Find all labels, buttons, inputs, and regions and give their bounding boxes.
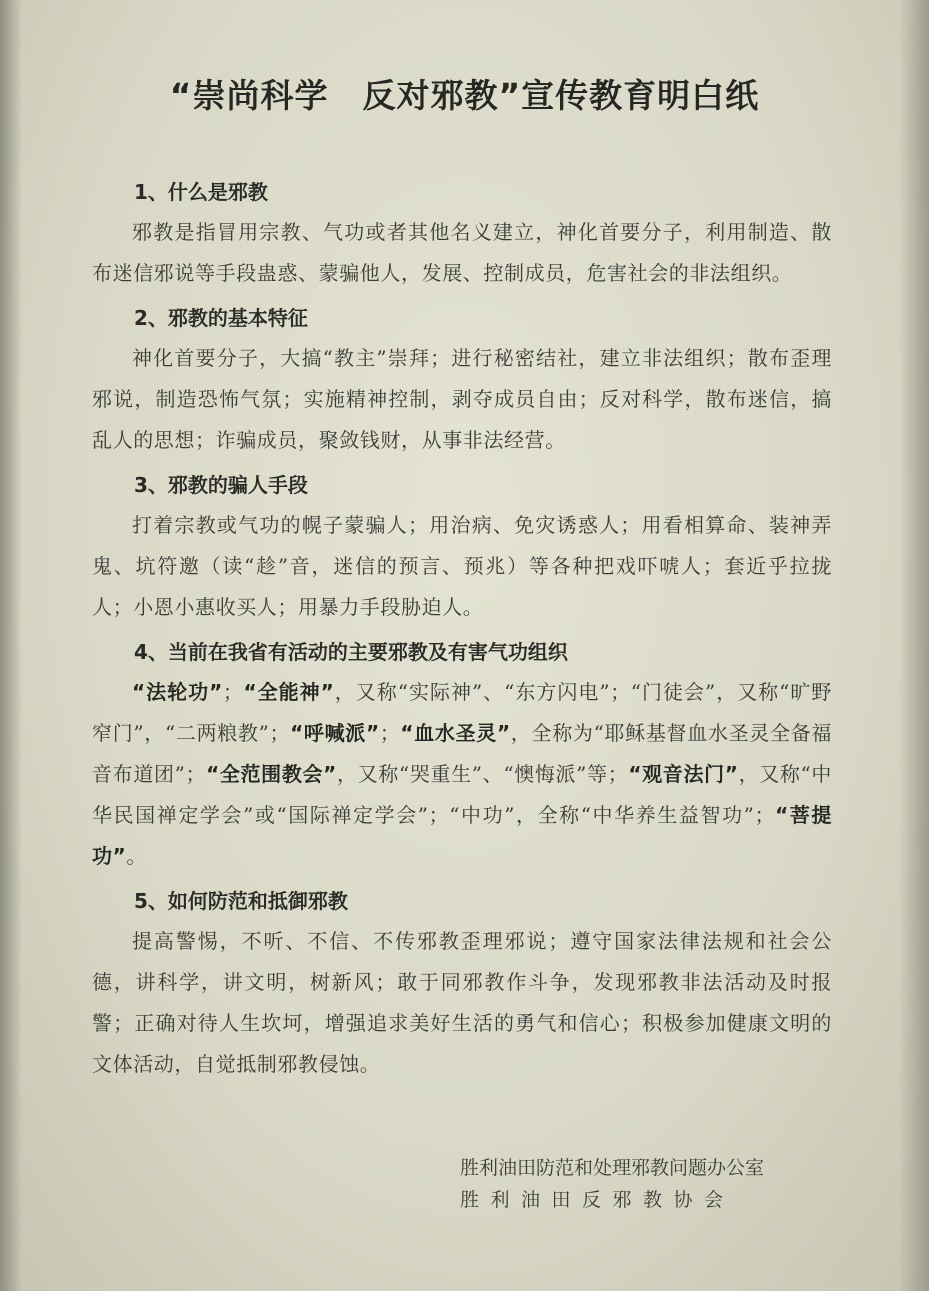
- text-run: ，全称为“耶稣基督血水圣灵全备福音布道团”；: [92, 721, 832, 786]
- text-run: 。: [126, 844, 147, 868]
- section-2-text: 神化首要分子，大搞“教主”崇拜；进行秘密结社，建立非法组织；散布歪理邪说，制造恐怖气氛；实施精神控制，剥夺成员自由；反对科学，散布迷信，搞乱人的思想；诈骗成员，聚敛钱财，从事非法经营。: [92, 346, 832, 452]
- section-5-text: 提高警惕，不听、不信、不传邪教歪理邪说；遵守国家法律法规和社会公德，讲科学，讲文明，树新风；敢于同邪教作斗争，发现邪教非法活动及时报警；正确对待人生坎坷，增强追求美好生活的勇气和信心；积极参加健康文明的文体活动，自觉抵制邪教侵蚀。: [92, 929, 832, 1076]
- org-name: “菩提功”: [92, 803, 832, 868]
- text-run: ；: [222, 680, 244, 704]
- signature-association: 胜利油田反邪教协会: [460, 1189, 735, 1211]
- page-title: “崇尚科学 反对邪教”宣传教育明白纸: [169, 76, 760, 115]
- section-2-heading: 2、邪教的基本特征: [134, 306, 308, 330]
- text-run: ，又称“中华民国禅定学会”或“国际禅定学会”；“中功”，全称“中华养生益智功”；: [92, 762, 833, 827]
- section-3-text: 打着宗教或气功的幌子蒙骗人；用治病、免灾诱惑人；用看相算命、装神弄鬼、坑符邀（读“趁”音，迷信的预言、预兆）等各种把戏吓唬人；套近乎拉拢人；小恩小惠收买人；用暴力手段胁迫人。: [92, 513, 832, 619]
- section-1-text: 邪教是指冒用宗教、气功或者其他名义建立，神化首要分子，利用制造、散布迷信邪说等手段蛊惑、蒙骗他人，发展、控制成员，危害社会的非法组织。: [92, 220, 832, 285]
- document-body: [92, 172, 832, 1085]
- section-4-heading: 4、当前在我省有活动的主要邪教及有害气功组织: [134, 640, 568, 664]
- org-name: “法轮功”: [132, 680, 223, 704]
- text-run: ，又称“哭重生”、“懊悔派”等；: [336, 762, 629, 786]
- signature-block: [460, 1152, 764, 1216]
- section-5-heading: 5、如何防范和抵御邪教: [134, 889, 348, 913]
- signature-office: 胜利油田防范和处理邪教问题办公室: [460, 1157, 765, 1179]
- text-run: ；: [379, 721, 401, 745]
- section-4-text: [92, 672, 832, 877]
- org-name: “呼喊派”: [290, 721, 380, 745]
- org-name: “全能神”: [243, 680, 335, 704]
- text-run: ，又称“实际神”、“东方闪电”；“门徒会”，又称“旷野窄门”，“二两粮教”；: [92, 680, 832, 745]
- org-name: “全范围教会”: [206, 762, 337, 786]
- section-1-heading: 1、什么是邪教: [134, 180, 268, 204]
- section-3-heading: 3、邪教的骗人手段: [134, 473, 308, 497]
- org-name: “观音法门”: [628, 762, 739, 786]
- org-name: “血水圣灵”: [400, 721, 511, 745]
